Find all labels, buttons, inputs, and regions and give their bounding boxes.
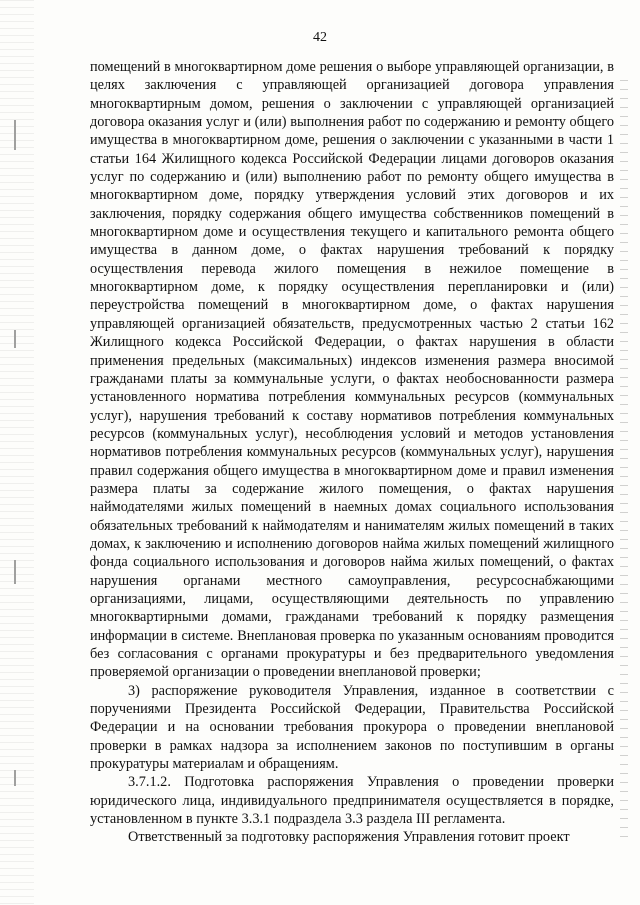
scan-mark <box>14 560 16 584</box>
scan-mark <box>14 330 16 348</box>
page-number: 42 <box>313 30 327 45</box>
scan-mark <box>14 120 16 150</box>
scan-left-edge <box>0 0 34 905</box>
scan-right-edge <box>620 80 628 840</box>
paragraph-item-3: 3) распоряжение руководителя Управления, изданное в соответствии с поручениями Президента Российской Федерации, Правительства Российской Федерации и на основании требования прокурора о проведении внеплановой проверки в рамках надзора за исполнением законов по поступившим в органы прокуратуры материалам и обращениям. <box>90 682 614 773</box>
paragraph-responsible: Ответственный за подготовку распоряжения Управления готовит проект <box>128 829 570 846</box>
paragraph-continuation: помещений в многоквартирном доме решения о выборе управляющей организации, в целях заключения с управляющей организацией договора управления многоквартирным домом, решения о заключении с управляющей организацией договора оказания услуг и (или) выполнения работ по содержанию и ремонту общего имущества в многоквартирном доме, решения о заключении с указанными в части 1 статьи 164 Жилищного кодекса Российской Федерации лицами договоров оказания услуг по содержанию и (или) выполнению работ по ремонту общего имущества в многоквартирном доме, порядку утверждения условий этих договоров и их заключения, порядку содержания общего имущества собственников помещений в многоквартирном доме и осуществления текущего и капитального ремонта общего имущества в данном доме, о фактах нарушения требований к порядку осуществления перевода жилого помещения в нежилое помещение в многоквартирном доме, к порядку осуществления перепланировки и (или) переустройства помещений в многоквартирном доме, о фактах нарушения управляющей организацией обязательств, предусмотренных частью 2 статьи 162 Жилищного кодекса Российской Федерации, о фактах нарушения в области применения предельных (максимальных) индексов изменения размера вносимой гражданами платы за коммунальные услуги, о фактах необоснованности размера установленного норматива потребления коммунальных ресурсов (коммунальных услуг), нарушения требований к составу нормативов потребления коммунальных ресурсов (коммунальных услуг), несоблюдения условий и методов установления нормативов потребления коммунальных ресурсов (коммунальных услуг), нарушения правил содержания общего имущества в многоквартирном доме и правил изменения размера платы за содержание жилого помещения, о фактах нарушения наймодателями жилых помещений в наемных домах социального использования обязательных требований к наймодателям и нанимателям жилых помещений в таких домах, к заключению и исполнению договоров найма жилых помещений жилищного фонда социального использования и договоров найма жилых помещений, о фактах нарушения органами местного самоуправления, ресурсоснабжающими организациями, лицами, осуществляющими деятельность по управлению многоквартирными домами, гражданами требований к порядку размещения информации в системе. Внеплановая проверка по указанным основаниям проводится без согласования с органами прокуратуры и без предварительного уведомления проверяемой организации о проведении внеплановой проверки; <box>90 59 614 681</box>
document-body <box>90 58 614 847</box>
paragraph-3-7-1-2: 3.7.1.2. Подготовка распоряжения Управления о проведении проверки юридического лица, индивидуального предпринимателя осуществляется в порядке, установленном в пункте 3.3.1 подраздела 3.3 раздела III регламента. <box>90 774 614 828</box>
scan-mark <box>14 770 16 786</box>
